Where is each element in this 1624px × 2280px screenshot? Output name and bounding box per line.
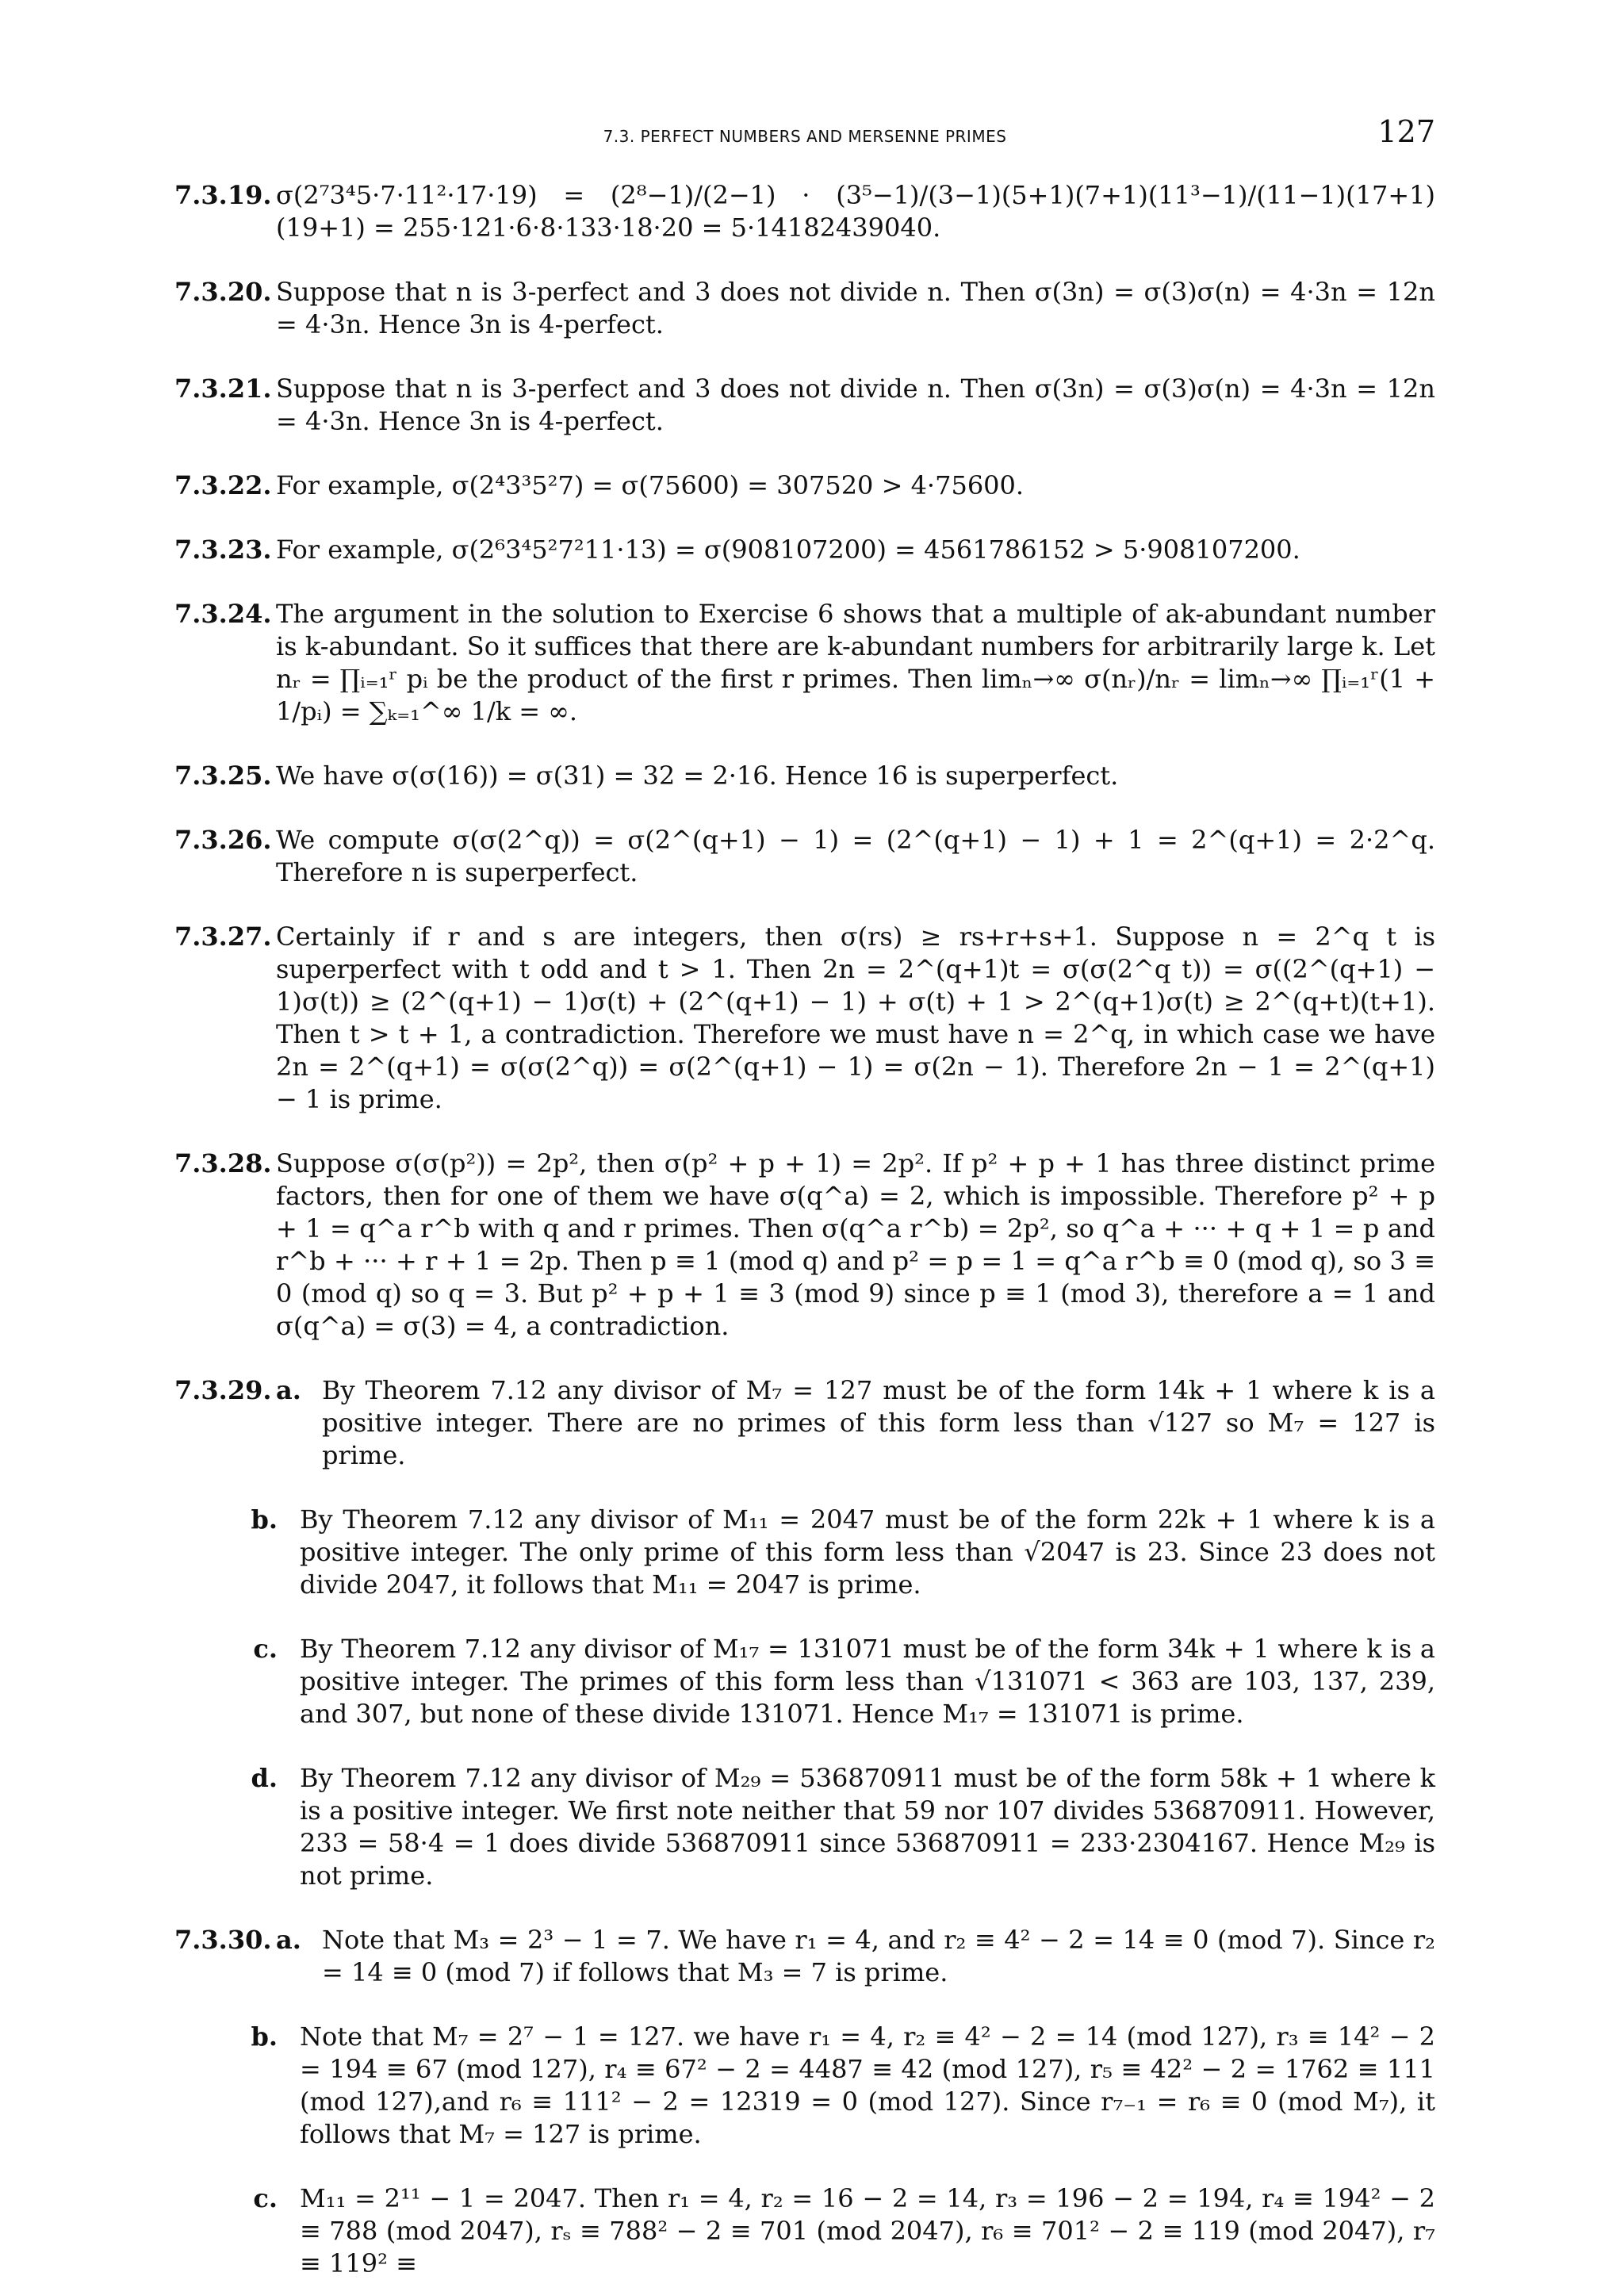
solution-number: 7.3.25. (174, 761, 272, 791)
solution-7-3-24 (174, 598, 1435, 728)
solution-number: 7.3.28. (174, 1148, 272, 1178)
solution-text: We have σ(σ(16)) = σ(31) = 32 = 2·16. Hence 16 is superperfect. (276, 761, 1119, 791)
solution-number: 7.3.19. (174, 180, 272, 210)
solution-text: Suppose that n is 3-perfect and 3 does not divide n. Then σ(3n) = σ(3)σ(n) = 4·3n = 12n = 4·3n. Hence 3n is 4-perfect. (276, 374, 1435, 436)
solution-7-3-30b (174, 2021, 1435, 2151)
solution-text: We compute σ(σ(2^q)) = σ(2^(q+1) − 1) = (2^(q+1) − 1) + 1 = 2^(q+1) = 2·2^q. Therefore n is superperfect. (276, 825, 1435, 887)
part-letter: a. (276, 1925, 301, 1955)
solution-7-3-29b (174, 1504, 1435, 1601)
solution-7-3-30c (174, 2182, 1435, 2280)
part-text: By Theorem 7.12 any divisor of M₁₇ = 131071 must be of the form 34k + 1 where k is a positive integer. The primes of this form less than √131071 < 363 are 103, 137, 239, and 307, but none of these divide 131071. Hence M₁₇ = 131071 is prime. (300, 1634, 1435, 1729)
solution-7-3-29a (174, 1374, 1435, 1472)
solution-text: The argument in the solution to Exercise 6 shows that a multiple of ak-abundant number is k-abundant. So it suffices that there are k-abundant numbers for arbitrarily large k. Let nᵣ = ∏ᵢ₌₁ʳ pᵢ be the product of the first r primes. Then limₙ→∞ σ(nᵣ)/nᵣ = limₙ→∞ ∏ᵢ₌₁ʳ(1 + 1/pᵢ) = ∑ₖ₌₁^∞ 1/k = ∞. (276, 599, 1435, 726)
solution-number: 7.3.24. (174, 599, 272, 629)
part-letter: a. (276, 1375, 301, 1405)
solution-text: Suppose σ(σ(p²)) = 2p², then σ(p² + p + 1) = 2p². If p² + p + 1 has three distinct prime factors, then for one of them we have σ(q^a) = 2, which is impossible. Therefore p² + p + 1 = q^a r^b with q and r primes. Then σ(q^a r^b) = 2p², so q^a + ··· + q + 1 = p and r^b + ··· + r + 1 = 2p. Then p ≡ 1 (mod q) and p² = p = 1 = q^a r^b ≡ 0 (mod q), so 3 ≡ 0 (mod q) so q = 3. But p² + p + 1 ≡ 3 (mod 9) since p ≡ 1 (mod 3), therefore a = 1 and σ(q^a) = σ(3) = 4, a contradiction. (276, 1148, 1435, 1341)
part-letter: c. (253, 2183, 278, 2213)
page-header (174, 114, 1435, 162)
solution-text: For example, σ(2⁶3⁴5²7²11·13) = σ(908107200) = 4561786152 > 5·908107200. (276, 535, 1300, 565)
solution-number: 7.3.22. (174, 470, 272, 500)
solution-number: 7.3.21. (174, 374, 272, 404)
part-text: Note that M₇ = 2⁷ − 1 = 127. we have r₁ = 4, r₂ ≡ 4² − 2 = 14 (mod 127), r₃ ≡ 14² − 2 = 194 ≡ 67 (mod 127), r₄ ≡ 67² − 2 = 4487 ≡ 42 (mod 127), r₅ ≡ 42² − 2 = 1762 ≡ 111 (mod 127),and r₆ ≡ 111² − 2 = 12319 = 0 (mod 127). Since r₇₋₁ = r₆ ≡ 0 (mod M₇), it follows that M₇ = 127 is prime. (300, 2021, 1435, 2149)
solution-number: 7.3.30. (174, 1925, 272, 1955)
solutions-content (174, 179, 1435, 2280)
solution-7-3-25 (174, 760, 1435, 792)
part-letter: c. (253, 1634, 278, 1664)
solution-7-3-23 (174, 534, 1435, 566)
solution-7-3-27 (174, 921, 1435, 1116)
solution-text: Suppose that n is 3-perfect and 3 does not divide n. Then σ(3n) = σ(3)σ(n) = 4·3n = 12n = 4·3n. Hence 3n is 4-perfect. (276, 277, 1435, 339)
solution-7-3-30a (174, 1924, 1435, 1989)
solution-number: 7.3.29. (174, 1375, 272, 1405)
part-letter: b. (251, 1504, 278, 1535)
solution-7-3-29d (174, 1762, 1435, 1892)
solution-7-3-22 (174, 469, 1435, 502)
solution-number: 7.3.27. (174, 922, 272, 952)
part-text: M₁₁ = 2¹¹ − 1 = 2047. Then r₁ = 4, r₂ = 16 − 2 = 14, r₃ = 196 − 2 = 194, r₄ ≡ 194² − 2 ≡ 788 (mod 2047), rₛ ≡ 788² − 2 ≡ 701 (mod 2047), r₆ ≡ 701² − 2 ≡ 119 (mod 2047), r₇ ≡ 119² ≡ (300, 2183, 1435, 2278)
part-text: Note that M₃ = 2³ − 1 = 7. We have r₁ = 4, and r₂ ≡ 4² − 2 = 14 ≡ 0 (mod 7). Since r₂ = 14 ≡ 0 (mod 7) if follows that M₃ = 7 is prime. (322, 1925, 1435, 1987)
solution-7-3-21 (174, 373, 1435, 438)
solution-text: For example, σ(2⁴3³5²7) = σ(75600) = 307520 > 4·75600. (276, 470, 1025, 500)
solution-7-3-26 (174, 824, 1435, 889)
page-number: 127 (1377, 114, 1435, 149)
solution-text: σ(2⁷3⁴5·7·11²·17·19) = (2⁸−1)/(2−1) · (3⁵−1)/(3−1)(5+1)(7+1)(11³−1)/(11−1)(17+1)(19+1) = 255·121·6·8·133·18·20 = 5·14182439040. (276, 180, 1435, 243)
solution-number: 7.3.23. (174, 535, 272, 565)
part-letter: d. (251, 1763, 278, 1793)
solution-7-3-28 (174, 1148, 1435, 1343)
part-text: By Theorem 7.12 any divisor of M₂₉ = 536870911 must be of the form 58k + 1 where k is a positive integer. We first note neither that 59 nor 107 divides 536870911. However, 233 = 58·4 = 1 does divide 536870911 since 536870911 = 233·2304167. Hence M₂₉ is not prime. (300, 1763, 1435, 1891)
solution-7-3-29c (174, 1633, 1435, 1730)
solution-number: 7.3.20. (174, 277, 272, 307)
part-text: By Theorem 7.12 any divisor of M₇ = 127 must be of the form 14k + 1 where k is a positive integer. There are no primes of this form less than √127 so M₇ = 127 is prime. (322, 1375, 1435, 1470)
solution-7-3-19 (174, 179, 1435, 244)
solution-number: 7.3.26. (174, 825, 272, 855)
running-title: 7.3. PERFECT NUMBERS AND MERSENNE PRIMES (603, 127, 1007, 146)
part-text: By Theorem 7.12 any divisor of M₁₁ = 2047 must be of the form 22k + 1 where k is a positive integer. The only prime of this form less than √2047 is 23. Since 23 does not divide 2047, it follows that M₁₁ = 2047 is prime. (300, 1504, 1435, 1600)
solution-7-3-20 (174, 276, 1435, 341)
solution-text: Certainly if r and s are integers, then σ(rs) ≥ rs+r+s+1. Suppose n = 2^q t is superperfect with t odd and t > 1. Then 2n = 2^(q+1)t = σ(σ(2^q t)) = σ((2^(q+1) − 1)σ(t)) ≥ (2^(q+1) − 1)σ(t) + (2^(q+1) − 1) + σ(t) + 1 > 2^(q+1)σ(t) ≥ 2^(q+t)(t+1). Then t > t + 1, a contradiction. Therefore we must have n = 2^q, in which case we have 2n = 2^(q+1) = σ(σ(2^q)) = σ(2^(q+1) − 1) = σ(2n − 1). Therefore 2n − 1 = 2^(q+1) − 1 is prime. (276, 922, 1435, 1114)
part-letter: b. (251, 2021, 278, 2052)
